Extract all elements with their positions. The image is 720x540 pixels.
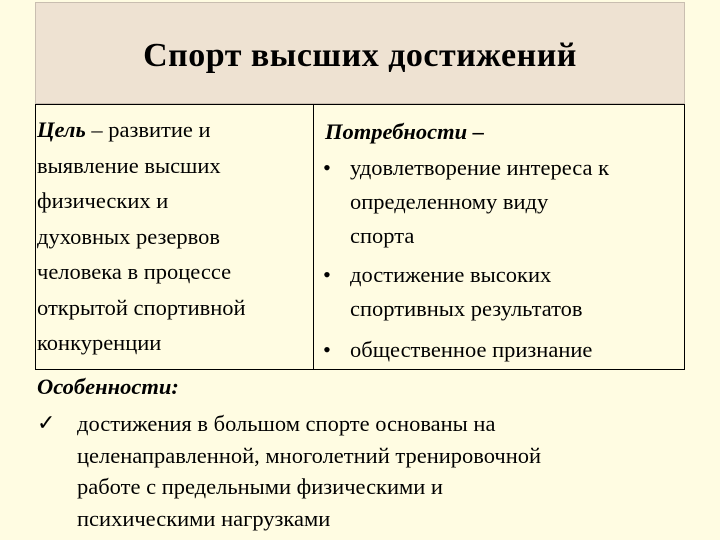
features-line: достижения в большом спорте основаны на [77, 411, 496, 436]
needs-item-line: достижение высоких [350, 262, 552, 287]
check-icon: ✓ [37, 411, 56, 436]
features-line: целенаправленной, многолетний тренировочной [77, 442, 542, 468]
goal-line: духовных резервов [37, 223, 220, 249]
features-label: Особенности: [37, 374, 179, 399]
needs-item-line: определенному виду [350, 188, 549, 214]
title-banner [35, 2, 685, 104]
needs-label: Потребности – [325, 119, 485, 144]
goal-line: конкуренции [37, 330, 162, 355]
slide-title: Спорт высших достижений [143, 37, 577, 74]
needs-item-line: общественное признание [350, 337, 593, 362]
bullet-icon: • [323, 262, 331, 287]
needs-item-line: удовлетворение интереса к [350, 154, 610, 180]
column-divider [313, 104, 314, 370]
goal-line: физических и [37, 188, 169, 213]
bullet-icon: • [323, 337, 331, 362]
features-line: работе с предельными физическими и [77, 474, 443, 499]
features-line: психическими нагрузками [77, 505, 331, 531]
goal-first-line-rest: – развитие и [85, 117, 211, 142]
goal-line: выявление высших [37, 152, 221, 178]
goal-line: человека в процессе [37, 259, 232, 284]
needs-item-line: спорта [350, 222, 415, 248]
goal-line: открытой спортивной [37, 294, 246, 320]
goal-label: Цель [37, 117, 86, 142]
needs-item-line: спортивных результатов [350, 296, 583, 321]
bullet-icon: • [323, 154, 331, 180]
goal-first-line [37, 112, 211, 148]
